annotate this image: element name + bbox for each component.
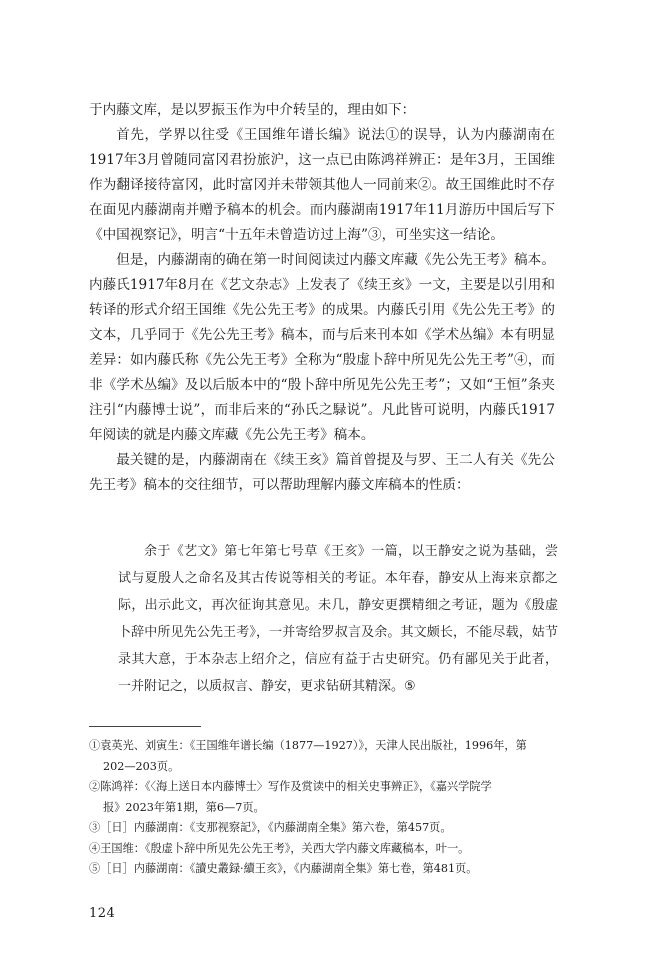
footnote-4: ④王国维：《殷虚卜辞中所见先公先王考》，关西大学内藤文库藏稿本，叶一。 <box>89 841 470 855</box>
paragraph-4: 最关键的是，内藤湖南在《续王亥》篇首曾提及与罗、王二人有关《先公先王考》稿本的交往细节，可以帮助理解内藤文库稿本的性质： <box>89 452 555 493</box>
paragraph-1: 于内藤文库，是以罗振玉作为中介转呈的，理由如下： <box>89 102 416 118</box>
footnote-2-line-2: 报》2023年第1期，第6—7页。 <box>103 800 265 814</box>
footnote-1 <box>89 736 559 777</box>
footnote-2 <box>89 777 559 818</box>
page-number: 124 <box>89 906 116 921</box>
block-quote <box>118 538 558 700</box>
footnote-5: ⑤［日］内藤湖南：《讀史叢録·續王亥》，《内藤湖南全集》第七卷，第481页。 <box>89 862 478 875</box>
footnotes <box>89 736 559 880</box>
main-text <box>89 98 555 498</box>
footnote-1-line-1: ①袁英光、刘寅生：《王国维年谱长编（1877—1927）》，天津人民出版社，1996年，第 <box>89 739 527 752</box>
footnote-2-line-1: ②陈鸿祥：《〈海上送日本内藤博士〉写作及赏读中的相关史事辨正》，《嘉兴学院学 <box>89 780 492 793</box>
footnote-3: ③［日］内藤湖南：《支那视察記》，《内藤湖南全集》第六卷，第457页。 <box>89 821 452 834</box>
paragraph-2: 首先，学界以往受《王国维年谱长编》说法①的误导，认为内藤湖南在1917年3月曾随同富冈君扮旅沪，这一点已由陈鸿祥辨正：是年3月，王国维作为翻译接待富冈，此时富冈并未带领其他人一同前来②。故王国维此时不存在面见内藤湖南并赠予稿本的机会。而内藤湖南1917年11月游历中国后写下《中国视察记》，明言“十五年未曾造访过上海”③，可坐实这一结论。 <box>89 127 555 243</box>
footnote-1-line-2: 202—203页。 <box>103 759 180 773</box>
paragraph-3: 但是，内藤湖南的确在第一时间阅读过内藤文库藏《先公先王考》稿本。内藤氏1917年8月在《艺文杂志》上发表了《续王亥》一文，主要是以引用和转译的形式介绍王国维《先公先王考》的成果。内藤氏引用《先公先王考》的文本，几乎同于《先公先王考》稿本，而与后来刊本如《学术丛编》本有明显差异：如内藤氏称《先公先王考》全称为“殷虚卜辞中所见先公先王考”④，而非《学术丛编》及以后版本中的“殷卜辞中所见先公先王考”；又如“王恒”条夹注引“内藤博士说”，而非后来的“孙氏之騄说”。凡此皆可说明，内藤氏1917年阅读的就是内藤文库藏《先公先王考》稿本。 <box>89 252 555 443</box>
quote-text: 余于《艺文》第七年第七号草《王亥》一篇，以王静安之说为基础，尝试与夏殷人之命名及其古传说等相关的考证。本年春，静安从上海来京都之际，出示此文，再次征询其意见。未几，静安更撰精细之考证，题为《殷虚卜辞中所见先公先王考》，一并寄给罗叔言及余。其文颇长，不能尽载，姑节录其大意，于本杂志上绍介之，信应有益于古史研究。仍有鄙见关于此者，一并附记之，以质叔言、静安，更求钻研其精深。⑤ <box>118 544 558 694</box>
footnote-divider <box>89 726 201 727</box>
